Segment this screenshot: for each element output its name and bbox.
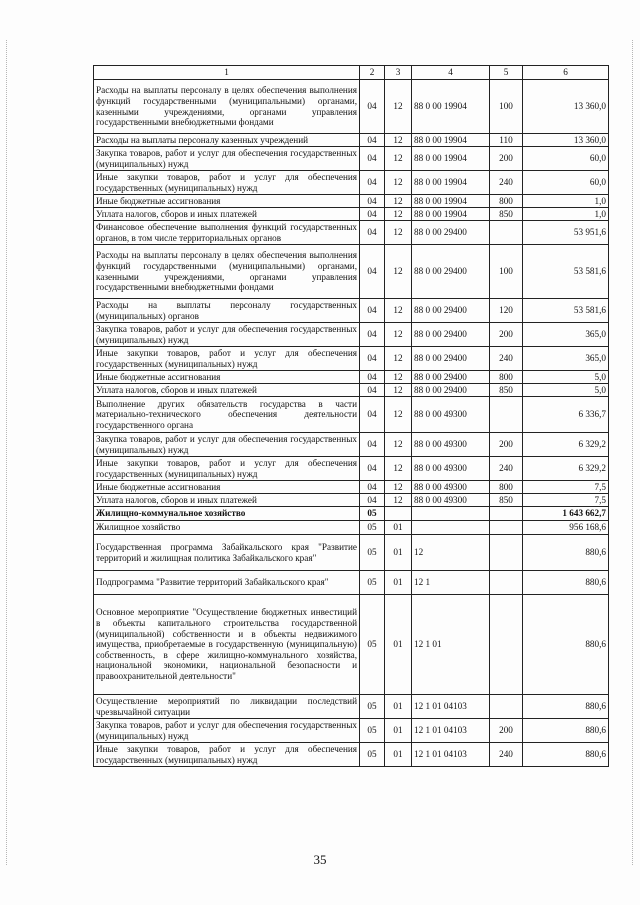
target-article-code: 88 0 00 29400: [412, 323, 490, 347]
amount: 880,6: [523, 743, 609, 767]
subsection-code: 12: [385, 347, 412, 371]
table-row: [94, 371, 609, 384]
amount: 60,0: [523, 147, 609, 171]
target-article-code: 88 0 00 29400: [412, 221, 490, 245]
row-name: Осуществление мероприятий по ликвидации последствий чрезвычайной ситуации: [94, 695, 360, 719]
expense-type-code: 850: [490, 494, 523, 507]
amount: 6 329,2: [523, 457, 609, 481]
table-row: [94, 595, 609, 695]
subsection-code: 12: [385, 397, 412, 433]
subsection-code: 12: [385, 221, 412, 245]
header-cell: 2: [360, 66, 385, 80]
subsection-code: 12: [385, 245, 412, 299]
table-row: [94, 208, 609, 221]
subsection-code: 12: [385, 171, 412, 195]
table-row: [94, 384, 609, 397]
table-row: [94, 147, 609, 171]
row-name: Закупка товаров, работ и услуг для обеспечения государственных (муниципальных) нужд: [94, 147, 360, 171]
subsection-code: 12: [385, 147, 412, 171]
row-name: Уплата налогов, сборов и иных платежей: [94, 208, 360, 221]
section-code: 04: [360, 134, 385, 147]
target-article-code: 88 0 00 29400: [412, 347, 490, 371]
amount: 6 329,2: [523, 433, 609, 457]
amount: 13 360,0: [523, 134, 609, 147]
amount: 5,0: [523, 371, 609, 384]
expense-type-code: 240: [490, 743, 523, 767]
subsection-code: 01: [385, 595, 412, 695]
expense-type-code: [490, 221, 523, 245]
target-article-code: [412, 521, 490, 535]
row-name: Иные закупки товаров, работ и услуг для обеспечения государственных (муниципальных) нужд: [94, 743, 360, 767]
subsection-code: 01: [385, 695, 412, 719]
section-code: 04: [360, 494, 385, 507]
row-name: Иные закупки товаров, работ и услуг для обеспечения государственных (муниципальных) нужд: [94, 171, 360, 195]
expense-type-code: 120: [490, 299, 523, 323]
expense-type-code: 200: [490, 719, 523, 743]
section-code: 04: [360, 147, 385, 171]
table-row: [94, 80, 609, 134]
subsection-code: 12: [385, 195, 412, 208]
amount: 1 643 662,7: [523, 507, 609, 521]
expense-type-code: 240: [490, 457, 523, 481]
table-row: [94, 171, 609, 195]
subsection-code: 12: [385, 494, 412, 507]
expense-type-code: 850: [490, 384, 523, 397]
section-code: 04: [360, 397, 385, 433]
section-code: 04: [360, 221, 385, 245]
section-code: 05: [360, 595, 385, 695]
expense-type-code: 110: [490, 134, 523, 147]
amount: 880,6: [523, 719, 609, 743]
table-row: [94, 719, 609, 743]
row-name: Закупка товаров, работ и услуг для обеспечения государственных (муниципальных) нужд: [94, 719, 360, 743]
amount: 6 336,7: [523, 397, 609, 433]
target-article-code: 88 0 00 19904: [412, 147, 490, 171]
expense-type-code: [490, 521, 523, 535]
amount: 365,0: [523, 347, 609, 371]
amount: 880,6: [523, 695, 609, 719]
table-row: [94, 347, 609, 371]
row-name: Подпрограмма "Развитие территорий Забайкальского края": [94, 571, 360, 595]
subsection-code: 12: [385, 299, 412, 323]
header-cell: 6: [523, 66, 609, 80]
target-article-code: 88 0 00 49300: [412, 457, 490, 481]
target-article-code: 88 0 00 49300: [412, 494, 490, 507]
row-name: Иные бюджетные ассигнования: [94, 195, 360, 208]
table-row: [94, 743, 609, 767]
section-code: 04: [360, 384, 385, 397]
section-code: 05: [360, 719, 385, 743]
section-code: 04: [360, 457, 385, 481]
target-article-code: [412, 507, 490, 521]
target-article-code: 12 1 01: [412, 595, 490, 695]
section-code: 05: [360, 535, 385, 571]
target-article-code: 12 1 01 04103: [412, 695, 490, 719]
section-code: 04: [360, 371, 385, 384]
expense-type-code: 800: [490, 195, 523, 208]
expense-type-code: [490, 397, 523, 433]
row-name: Выполнение других обязательств государства в части материально-технического обеспечения деятельности государственного органа: [94, 397, 360, 433]
row-name: Иные бюджетные ассигнования: [94, 481, 360, 494]
subsection-code: [385, 507, 412, 521]
subsection-code: 12: [385, 134, 412, 147]
expense-type-code: 100: [490, 80, 523, 134]
section-code: 04: [360, 80, 385, 134]
target-article-code: 88 0 00 29400: [412, 245, 490, 299]
table-row: [94, 535, 609, 571]
row-name: Уплата налогов, сборов и иных платежей: [94, 494, 360, 507]
budget-table: [93, 65, 609, 767]
amount: 1,0: [523, 195, 609, 208]
expense-type-code: 200: [490, 433, 523, 457]
table-row: [94, 481, 609, 494]
table-row: [94, 521, 609, 535]
row-name: Государственная программа Забайкальского края "Развитие территорий и жилищная политика Забайкальского края": [94, 535, 360, 571]
subsection-code: 01: [385, 521, 412, 535]
amount: 880,6: [523, 571, 609, 595]
target-article-code: 88 0 00 19904: [412, 171, 490, 195]
table-row: [94, 134, 609, 147]
expense-type-code: [490, 535, 523, 571]
expense-type-code: 800: [490, 371, 523, 384]
table-row: [94, 299, 609, 323]
row-name: Финансовое обеспечение выполнения функций государственных органов, в том числе территориальных органов: [94, 221, 360, 245]
section-code: 04: [360, 433, 385, 457]
expense-type-code: 800: [490, 481, 523, 494]
row-name: Жилищно-коммунальное хозяйство: [94, 507, 360, 521]
page-number: 35: [313, 852, 327, 867]
row-name: Основное мероприятие "Осуществление бюджетных инвестиций в объекты капитального строительства государственной (муниципальной) собственности и в объекты недвижимого имущества, приобретаемые в государственную (муниципальную) собственность, в сфере жилищно-коммунального хозяйства, национальной экономики, национальной безопасности и правоохранительной деятельности": [94, 595, 360, 695]
expense-type-code: 100: [490, 245, 523, 299]
expense-type-code: [490, 507, 523, 521]
row-name: Иные бюджетные ассигнования: [94, 371, 360, 384]
row-name: Расходы на выплаты персоналу в целях обеспечения выполнения функций государственными (муниципальными) органами, казенными учреждениями, органами управления государственными внебюджетными фондами: [94, 80, 360, 134]
target-article-code: 12 1 01 04103: [412, 743, 490, 767]
subsection-code: 12: [385, 323, 412, 347]
table-body: [94, 80, 609, 767]
amount: 53 581,6: [523, 299, 609, 323]
table-row: [94, 245, 609, 299]
subsection-code: 12: [385, 481, 412, 494]
section-code: 04: [360, 347, 385, 371]
header-row: [94, 66, 609, 80]
amount: 956 168,6: [523, 521, 609, 535]
table-row: [94, 221, 609, 245]
expense-type-code: [490, 571, 523, 595]
table-row: [94, 397, 609, 433]
section-code: 05: [360, 695, 385, 719]
target-article-code: 88 0 00 29400: [412, 299, 490, 323]
subsection-code: 12: [385, 371, 412, 384]
row-name: Жилищное хозяйство: [94, 521, 360, 535]
target-article-code: 88 0 00 29400: [412, 384, 490, 397]
section-code: 04: [360, 208, 385, 221]
header-cell: 5: [490, 66, 523, 80]
target-article-code: 88 0 00 19904: [412, 80, 490, 134]
table-row: [94, 571, 609, 595]
subsection-code: 12: [385, 384, 412, 397]
amount: 365,0: [523, 323, 609, 347]
section-code: 04: [360, 481, 385, 494]
expense-type-code: 240: [490, 171, 523, 195]
scan-edge-left: [6, 40, 7, 865]
subsection-code: 01: [385, 571, 412, 595]
amount: 880,6: [523, 535, 609, 571]
row-name: Расходы на выплаты персоналу казенных учреждений: [94, 134, 360, 147]
target-article-code: 88 0 00 19904: [412, 208, 490, 221]
header-cell: 1: [94, 66, 360, 80]
section-code: 05: [360, 521, 385, 535]
subsection-code: 01: [385, 535, 412, 571]
target-article-code: 12: [412, 535, 490, 571]
table-row: [94, 494, 609, 507]
expense-type-code: [490, 595, 523, 695]
subsection-code: 12: [385, 208, 412, 221]
header-cell: 3: [385, 66, 412, 80]
subsection-code: 12: [385, 433, 412, 457]
scan-edge-right: [632, 40, 633, 865]
table-row: [94, 433, 609, 457]
table-row: [94, 323, 609, 347]
amount: 1,0: [523, 208, 609, 221]
row-name: Иные закупки товаров, работ и услуг для обеспечения государственных (муниципальных) нужд: [94, 457, 360, 481]
row-name: Расходы на выплаты персоналу в целях обеспечения выполнения функций государственными (муниципальными) органами, казенными учреждениями, органами управления государственными внебюджетными фондами: [94, 245, 360, 299]
subsection-code: 01: [385, 719, 412, 743]
target-article-code: 88 0 00 29400: [412, 371, 490, 384]
target-article-code: 88 0 00 49300: [412, 481, 490, 494]
section-code: 04: [360, 323, 385, 347]
header-cell: 4: [412, 66, 490, 80]
expense-type-code: 850: [490, 208, 523, 221]
expense-type-code: 240: [490, 347, 523, 371]
expense-type-code: 200: [490, 147, 523, 171]
target-article-code: 12 1 01 04103: [412, 719, 490, 743]
target-article-code: 12 1: [412, 571, 490, 595]
target-article-code: 88 0 00 49300: [412, 397, 490, 433]
target-article-code: 88 0 00 19904: [412, 195, 490, 208]
table-row: [94, 695, 609, 719]
amount: 13 360,0: [523, 80, 609, 134]
subsection-code: 01: [385, 743, 412, 767]
target-article-code: 88 0 00 49300: [412, 433, 490, 457]
row-name: Иные закупки товаров, работ и услуг для обеспечения государственных (муниципальных) нужд: [94, 347, 360, 371]
amount: 7,5: [523, 481, 609, 494]
expense-type-code: [490, 695, 523, 719]
amount: 53 581,6: [523, 245, 609, 299]
amount: 880,6: [523, 595, 609, 695]
amount: 5,0: [523, 384, 609, 397]
target-article-code: 88 0 00 19904: [412, 134, 490, 147]
table-row: [94, 457, 609, 481]
expense-type-code: 200: [490, 323, 523, 347]
section-code: 04: [360, 245, 385, 299]
row-name: Расходы на выплаты персоналу государственных (муниципальных) органов: [94, 299, 360, 323]
table-row: [94, 507, 609, 521]
section-code: 05: [360, 743, 385, 767]
row-name: Уплата налогов, сборов и иных платежей: [94, 384, 360, 397]
section-code: 04: [360, 299, 385, 323]
amount: 53 951,6: [523, 221, 609, 245]
table-row: [94, 195, 609, 208]
section-code: 04: [360, 195, 385, 208]
section-code: 04: [360, 171, 385, 195]
section-code: 05: [360, 507, 385, 521]
amount: 60,0: [523, 171, 609, 195]
section-code: 05: [360, 571, 385, 595]
subsection-code: 12: [385, 80, 412, 134]
row-name: Закупка товаров, работ и услуг для обеспечения государственных (муниципальных) нужд: [94, 433, 360, 457]
subsection-code: 12: [385, 457, 412, 481]
amount: 7,5: [523, 494, 609, 507]
row-name: Закупка товаров, работ и услуг для обеспечения государственных (муниципальных) нужд: [94, 323, 360, 347]
